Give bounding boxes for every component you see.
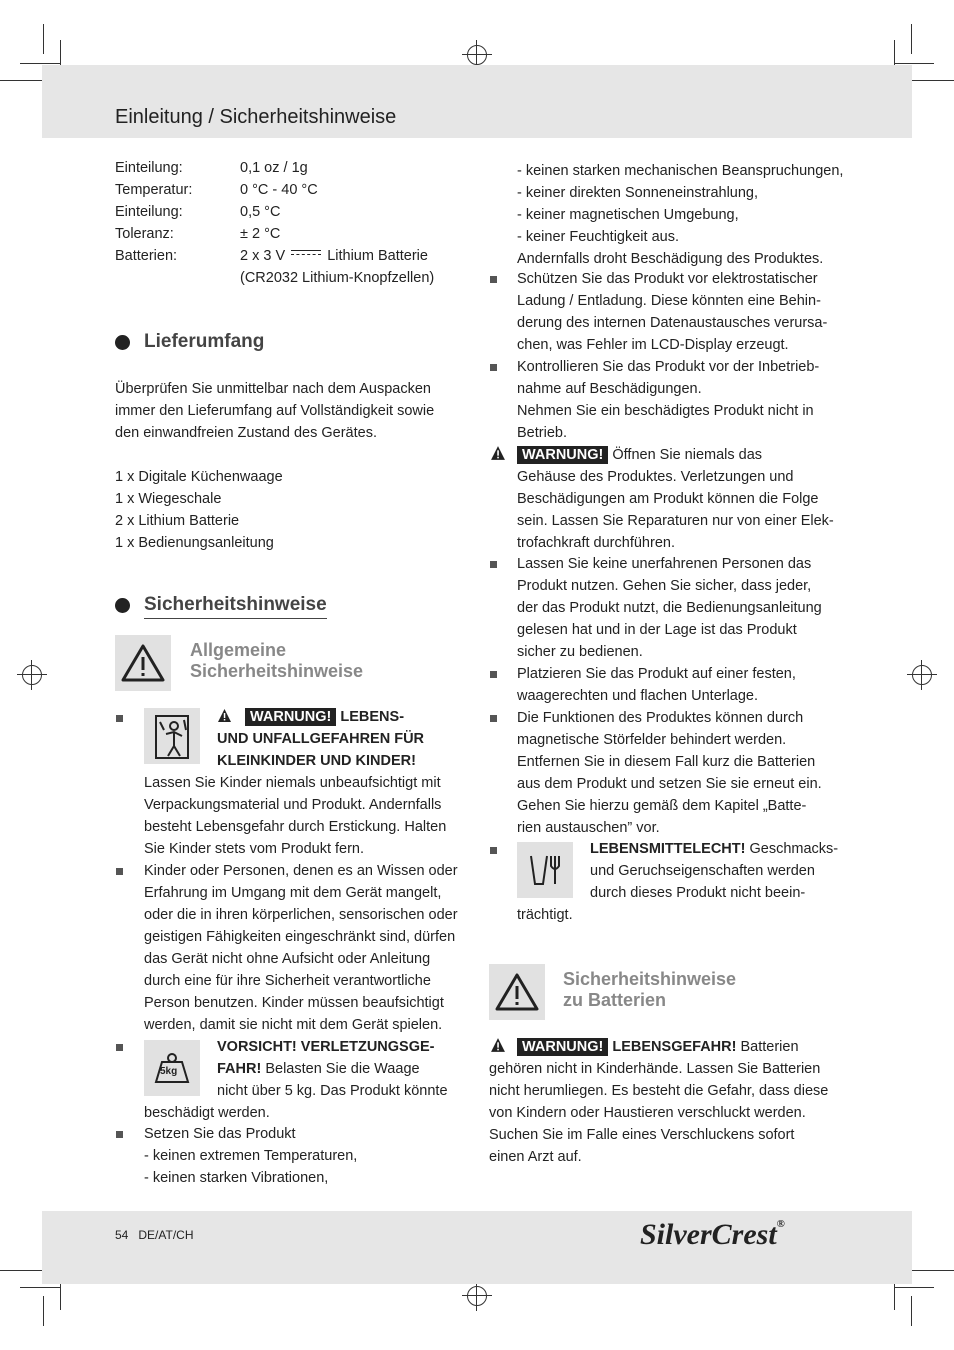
page-number: 54 [115, 1228, 129, 1242]
list-bullet [490, 715, 497, 722]
crop-mark [911, 24, 912, 54]
food-safe-text-end: trächtigt. [517, 907, 573, 923]
platzieren-text: Platzieren Sie das Produkt auf einer festen, waagerechten und flachen Unterlage. [517, 666, 796, 704]
crop-mark [43, 1296, 44, 1326]
list-bullet [490, 276, 497, 283]
list-item: 1 x Digitale Küchenwaage [115, 469, 283, 485]
food-safe-text: LEBENSMITTELECHT! Geschmacks- und Geruchseigenschaften werden durch dieses Produkt nicht beein- [590, 841, 839, 901]
esd-text: Schützen Sie das Produkt vor elektrostatischer Ladung / Entladung. Diese könnten eine Behin- derung des internen Datenaustausches verursa- chen, was Fehler im LCD-Display erzeugt. [517, 271, 828, 353]
registration-mark-icon [467, 1286, 487, 1306]
section-heading-lieferumfang: Lieferumfang [144, 331, 265, 352]
batt-warning-title: WARNUNG! LEBENSGEFAHR! Batterien [517, 1036, 799, 1058]
list-bullet [116, 868, 123, 875]
list-bullet [490, 364, 497, 371]
registration-mark-icon [912, 665, 932, 685]
list-bullet [490, 671, 497, 678]
list-item: 1 x Bedienungsanleitung [115, 535, 274, 551]
warning-badge: WARNUNG! [517, 1038, 608, 1056]
subheading-allgemein: Allgemeine Sicherheitshinweise [190, 640, 364, 681]
registration-mark-icon [22, 665, 42, 685]
unerfahren-text: Lassen Sie keine unerfahrenen Personen das Produkt nutzen. Gehen Sie sicher, dass jeder, der das Produkt nutzt, die Bedienungsanleitung gelesen hat und in der Lage ist das Produkt sicher zu bedienen. [517, 556, 822, 660]
crop-mark [0, 80, 48, 81]
kids-warning-text: Lassen Sie Kinder niemals unbeaufsichtigt mit Verpackungsmaterial und Produkt. Andernfalls besteht Lebensgefahr durch Erstickung. Halten Sie Kinder stets vom Produkt fern. [144, 775, 447, 857]
crop-mark [0, 1270, 48, 1271]
warning-sign-icon [489, 964, 545, 1020]
kids-warning-title: WARNUNG! LEBENS- [245, 706, 475, 728]
lieferumfang-list [115, 466, 283, 554]
warning-triangle-icon [490, 1037, 505, 1052]
food-safe-icon [517, 842, 573, 898]
crop-mark [43, 24, 44, 54]
brand-logo: SilverCrest® [640, 1218, 785, 1251]
warn-open-text: WARNUNG! Öffnen Sie niemals das Gehäuse des Produktes. Verletzungen und Beschädigungen am Produkt können die Folge sein. Lassen Sie Reparaturen nur von einer Elek- trofachkraft durchführen. [517, 447, 834, 551]
heading-bullet [115, 335, 130, 350]
list-bullet [116, 715, 123, 722]
list-bullet [490, 847, 497, 854]
warning-badge: WARNUNG! [245, 708, 336, 726]
vorsicht-text-end: beschädigt werden. [144, 1105, 270, 1121]
region-label: DE/AT/CH [138, 1228, 194, 1242]
list-item: 1 x Wiegeschale [115, 491, 222, 507]
lieferumfang-intro: Überprüfen Sie unmittelbar nach dem Auspacken immer den Lieferumfang auf Vollständigkeit sowie den einwandfreien Zustand des Gerätes. [115, 381, 435, 441]
setzen-text: Setzen Sie das Produkt - keinen extremen Temperaturen, - keinen starken Vibrationen, [144, 1126, 358, 1186]
crop-mark [894, 1287, 934, 1288]
footer-page-info [115, 1228, 194, 1242]
magnet-text: Die Funktionen des Produktes können durch magnetische Störfelder behindert werden. Entfernen Sie in diesem Fall kurz die Batterien aus dem Produkt und setzen Sie sie erneut ein. Gehen Sie hierzu gemäß dem Kapitel „Batte- rien austauschen” vor. [517, 710, 822, 836]
warning-sign-icon [115, 635, 171, 691]
weight-icon: 5kg [144, 1040, 200, 1096]
page-title: Einleitung / Sicherheitshinweise [115, 106, 397, 128]
kids-warning-title-cont: UND UNFALLGEFAHREN FÜR KLEINKINDER UND KINDER! [217, 731, 425, 769]
dc-symbol-icon [291, 250, 321, 259]
crop-mark [911, 1296, 912, 1326]
child-warning-icon [144, 708, 200, 764]
vorsicht-text: VORSICHT! VERLETZUNGSGE- FAHR! Belasten Sie die Waage nicht über 5 kg. Das Produkt könnte [217, 1039, 448, 1099]
kontrolle-text: Kontrollieren Sie das Produkt vor der Inbetrieb- nahme auf Beschädigungen. Nehmen Sie ein beschädigtes Produkt nicht in Betrieb. [517, 359, 820, 441]
list-bullet [490, 561, 497, 568]
conditions-cont: - keinen starken mechanischen Beanspruchungen, - keiner direkten Sonneneinstrahlung, - keiner magnetischen Umgebung, - keiner Feuchtigkeit aus. Andernfalls droht Beschädigung des Produktes. [517, 163, 844, 267]
batt-warning-text: gehören nicht in Kinderhände. Lassen Sie Batterien nicht herumliegen. Es besteht die Gefahr, dass diese von Kindern oder Haustieren verschluckt werden. Suchen Sie im Falle eines Verschluckens sofort einen Arzt auf. [489, 1061, 829, 1165]
warning-triangle-icon [217, 708, 231, 722]
list-bullet [116, 1131, 123, 1138]
registration-mark-icon [467, 45, 487, 65]
crop-mark [894, 63, 934, 64]
crop-mark [906, 80, 954, 81]
warning-badge: WARNUNG! [517, 446, 608, 464]
list-item: 2 x Lithium Batterie [115, 513, 240, 529]
persons-text: Kinder oder Personen, denen es an Wissen oder Erfahrung im Umgang mit dem Gerät mangelt, oder die in ihren körperlichen, sensorischen oder geistigen Fähigkeiten eingeschränkt sind, dürfen das Gerät nicht ohne Aufsicht oder Anleitung durch eine für ihre Sicherheit verantwortliche Person benutzen. Kinder müssen beaufsichtigt werden, damit sie nicht mit dem Gerät spielen. [144, 863, 458, 1033]
crop-mark [906, 1270, 954, 1271]
heading-bullet [115, 598, 130, 613]
list-bullet [116, 1044, 123, 1051]
warning-triangle-icon [490, 445, 505, 460]
crop-mark [20, 1287, 60, 1288]
crop-mark [20, 63, 60, 64]
subheading-batterien: Sicherheitshinweise zu Batterien [563, 969, 737, 1010]
section-heading-sicherheit: Sicherheitshinweise [144, 594, 327, 619]
